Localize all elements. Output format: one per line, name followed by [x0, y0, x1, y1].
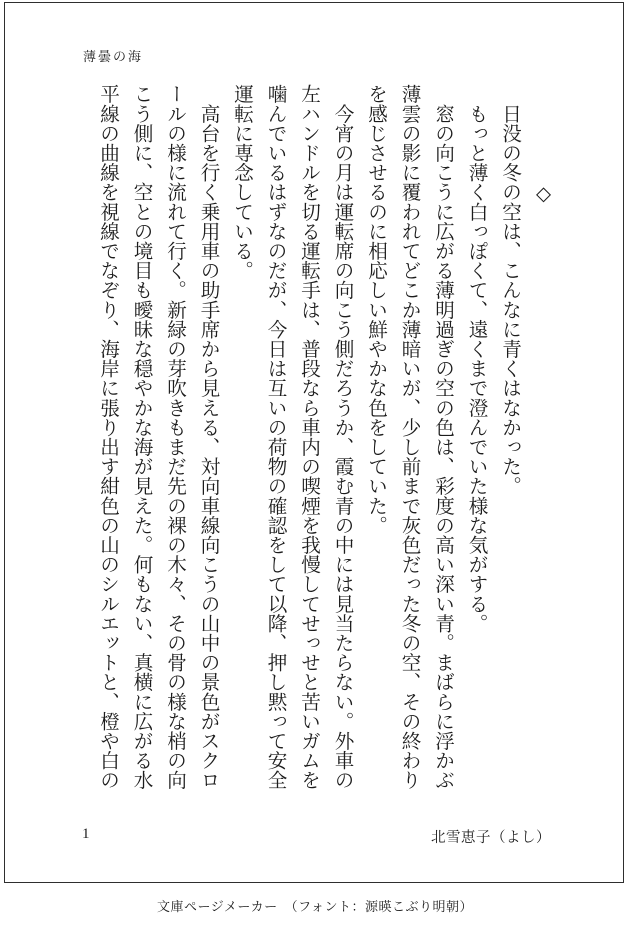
text-line: ールの様に流れて行く。新緑の芽吹きもまだ先の裸の木々、その骨の様な梢の向 — [163, 84, 185, 790]
generator-credit: 文庫ページメーカー （フォント：源暎こぶり明朝） — [157, 899, 473, 914]
text-line: 高台を行く乗用車の助手席から見える、対向車線向こうの山中の景色がスクロ — [197, 84, 218, 790]
text-line: を感じさせるのに相応しい鮮やかな色をしていた。 — [364, 84, 386, 535]
text-line: こう側に、空との境目も曖昧な穏やかな海が見えた。何もない、真横に広がる水 — [130, 84, 151, 790]
text-line: 薄雲の影に覆われてどこか薄暗いが、少し前まで灰色だった冬の空、その終わり — [398, 84, 419, 790]
text-line: 左ハンドルを切る運転手は、普段なら車内の喫煙を我慢してせっせと苦いガムを — [297, 84, 319, 790]
text-line: 平線の曲線を視線でなぞり、海岸に張り出す紺色の山のシルエットと、橙や白の — [96, 84, 118, 790]
page-number: 1 — [82, 826, 90, 842]
text-line: 今宵の月は運転席の向こう側だろうか、霞む青の中には見当たらない。外車の — [331, 84, 352, 790]
vertical-text-body — [56, 84, 559, 796]
page-footer-row — [82, 826, 551, 847]
text-line: 運転に専念している。 — [230, 84, 252, 280]
text-line: 噛んでいるはずなのだが、今日は互いの荷物の確認をして以降、押し黙って安全 — [264, 84, 285, 790]
author-name: 北雪恵子（よし） — [431, 830, 551, 846]
text-line: もっと薄く白っぽくて、遠くまで澄んでいた様な気がする。 — [465, 84, 486, 633]
section-divider-line: ◇ — [532, 84, 553, 205]
running-title: 薄曇の海 — [83, 49, 144, 64]
text-line: 窓の向こうに広がる薄明過ぎの空の色は、彩度の高い深い青。まばらに浮かぶ — [431, 84, 453, 790]
text-line: 日没の冬の空は、こんなに青くはなかった。 — [498, 84, 520, 496]
